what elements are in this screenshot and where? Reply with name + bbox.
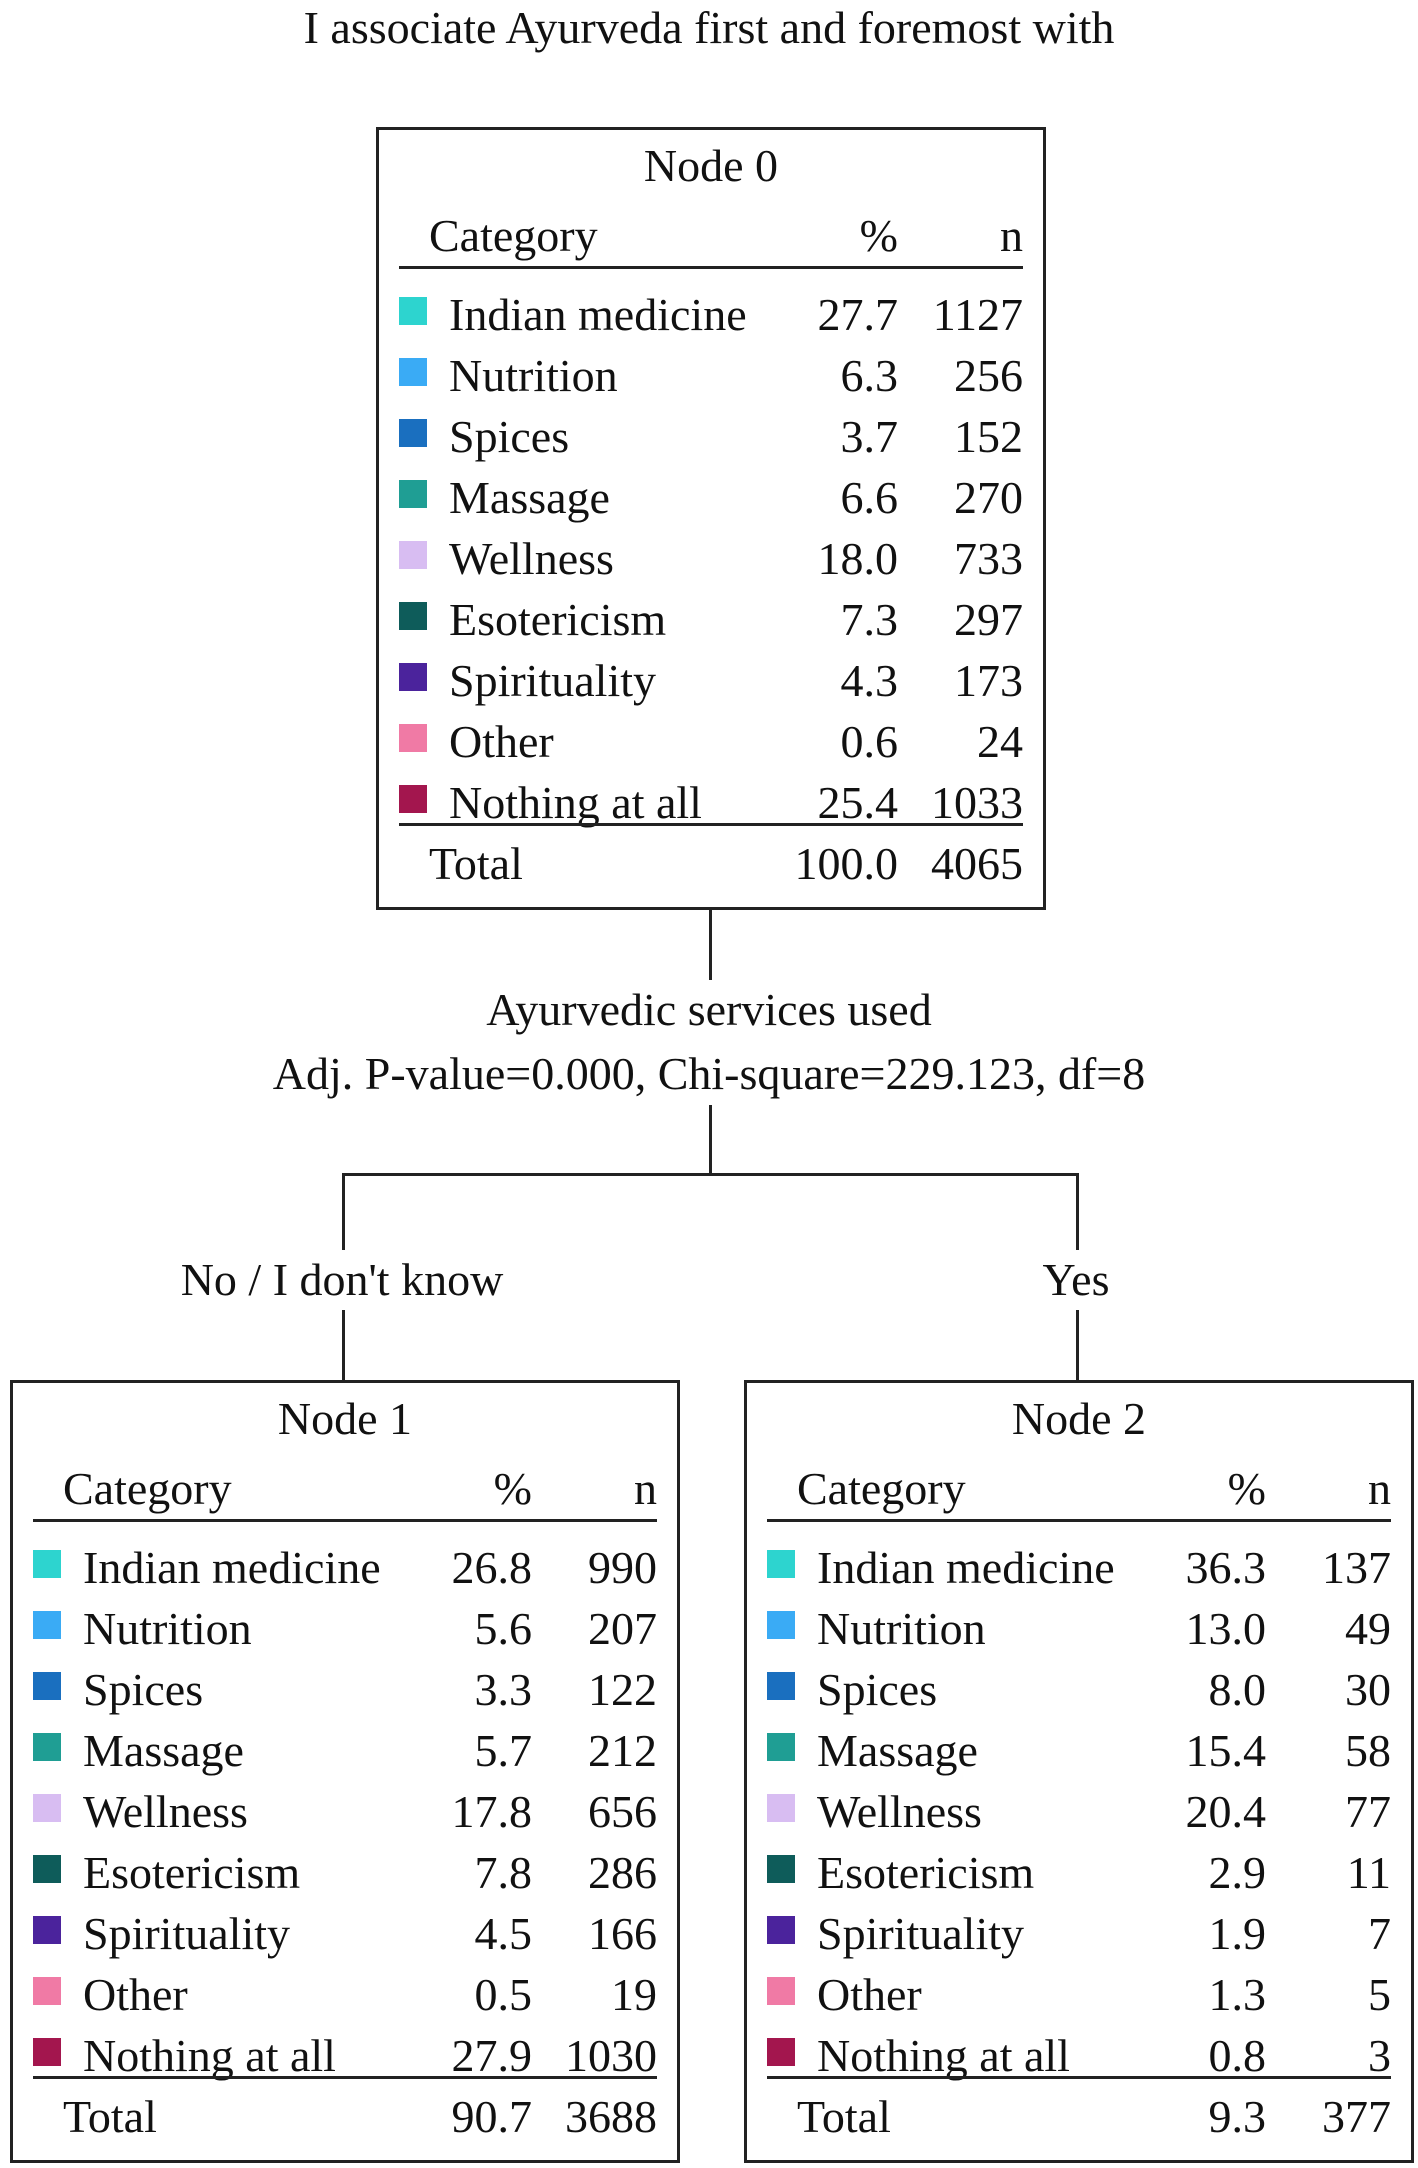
total-percent: 9.3 <box>1208 2091 1266 2142</box>
table-row <box>767 1538 1391 1599</box>
category-label: Indian medicine <box>817 1542 1115 1593</box>
category-n: 297 <box>954 594 1023 645</box>
table-row <box>33 1660 657 1721</box>
node-2-box <box>744 1380 1414 2163</box>
table-row <box>399 712 1023 773</box>
table-row <box>767 1843 1391 1904</box>
connector-split-bar <box>709 1105 712 1175</box>
branch-label-right: Yes <box>1016 1250 1136 1310</box>
category-label: Wellness <box>83 1786 248 1837</box>
branch-label-left: No / I don't know <box>142 1250 542 1310</box>
connector-horizontal <box>342 1173 1079 1176</box>
category-n: 212 <box>588 1725 657 1776</box>
header-percent: % <box>1227 1463 1266 1514</box>
category-n: 58 <box>1345 1725 1391 1776</box>
category-n: 733 <box>954 533 1023 584</box>
category-n: 286 <box>588 1847 657 1898</box>
category-n: 656 <box>588 1786 657 1837</box>
spices-swatch-icon <box>399 419 427 447</box>
total-row <box>33 2076 657 2149</box>
category-label: Esotericism <box>83 1847 301 1898</box>
category-label: Nutrition <box>817 1603 986 1654</box>
category-n: 1033 <box>931 777 1023 828</box>
category-label: Wellness <box>817 1786 982 1837</box>
category-n: 19 <box>611 1969 657 2020</box>
category-percent: 6.3 <box>840 350 898 401</box>
category-label: Spices <box>817 1664 938 1715</box>
massage-swatch-icon <box>33 1733 61 1761</box>
spirituality-swatch-icon <box>767 1916 795 1944</box>
category-percent: 20.4 <box>1185 1786 1266 1837</box>
massage-swatch-icon <box>767 1733 795 1761</box>
category-percent: 4.5 <box>474 1908 532 1959</box>
category-label: Other <box>817 1969 922 2020</box>
table-row <box>767 1721 1391 1782</box>
table-row <box>33 1843 657 1904</box>
nothing-at-all-swatch-icon <box>767 2038 795 2066</box>
category-n: 1127 <box>932 289 1023 340</box>
category-percent: 8.0 <box>1208 1664 1266 1715</box>
node-1-box <box>10 1380 680 2163</box>
category-percent: 0.5 <box>474 1969 532 2020</box>
other-swatch-icon <box>767 1977 795 2005</box>
category-percent: 27.9 <box>451 2030 532 2081</box>
nothing-at-all-swatch-icon <box>399 785 427 813</box>
category-percent: 0.6 <box>840 716 898 767</box>
node-0-box <box>376 127 1046 910</box>
category-percent: 6.6 <box>840 472 898 523</box>
other-swatch-icon <box>33 1977 61 2005</box>
indian-medicine-swatch-icon <box>33 1550 61 1578</box>
nutrition-swatch-icon <box>399 358 427 386</box>
category-percent: 7.8 <box>474 1847 532 1898</box>
spices-swatch-icon <box>33 1672 61 1700</box>
total-n: 3688 <box>565 2091 657 2142</box>
category-n: 990 <box>588 1542 657 1593</box>
category-label: Massage <box>449 472 610 523</box>
nothing-at-all-swatch-icon <box>33 2038 61 2066</box>
category-n: 173 <box>954 655 1023 706</box>
total-label: Total <box>429 838 523 889</box>
category-n: 7 <box>1368 1908 1391 1959</box>
table-row <box>767 1782 1391 1843</box>
massage-swatch-icon <box>399 480 427 508</box>
category-percent: 15.4 <box>1185 1725 1266 1776</box>
table-row <box>33 1904 657 1965</box>
wellness-swatch-icon <box>767 1794 795 1822</box>
wellness-swatch-icon <box>399 541 427 569</box>
header-category: Category <box>797 1463 966 1514</box>
table-row <box>399 590 1023 651</box>
node-title: Node 2 <box>1011 1393 1147 1444</box>
header-n: n <box>1000 210 1023 261</box>
category-label: Massage <box>83 1725 244 1776</box>
header-n: n <box>634 1463 657 1514</box>
category-label: Spirituality <box>817 1908 1024 1959</box>
header-n: n <box>1368 1463 1391 1514</box>
category-label: Spices <box>449 411 570 462</box>
header-percent: % <box>859 210 898 261</box>
indian-medicine-swatch-icon <box>767 1550 795 1578</box>
node-title: Node 1 <box>277 1393 413 1444</box>
table-row <box>399 346 1023 407</box>
category-percent: 1.3 <box>1208 1969 1266 2020</box>
table-rows <box>767 1538 1391 2087</box>
header-percent: % <box>493 1463 532 1514</box>
total-percent: 90.7 <box>451 2091 532 2142</box>
total-n: 4065 <box>931 838 1023 889</box>
total-percent: 100.0 <box>794 838 898 889</box>
category-percent: 0.8 <box>1208 2030 1266 2081</box>
split-stats: Adj. P-value=0.000, Chi-square=229.123, df=8 <box>272 1048 1146 1099</box>
category-label: Massage <box>817 1725 978 1776</box>
split-variable: Ayurvedic services used <box>486 984 932 1035</box>
category-label: Nothing at all <box>83 2030 336 2081</box>
category-label: Other <box>449 716 554 767</box>
nutrition-swatch-icon <box>767 1611 795 1639</box>
category-percent: 5.6 <box>474 1603 532 1654</box>
table-row <box>33 1599 657 1660</box>
category-percent: 7.3 <box>840 594 898 645</box>
node-title: Node 0 <box>643 140 779 191</box>
table-row <box>767 1660 1391 1721</box>
header-category: Category <box>63 1463 232 1514</box>
category-n: 11 <box>1346 1847 1391 1898</box>
other-swatch-icon <box>399 724 427 752</box>
category-percent: 4.3 <box>840 655 898 706</box>
nutrition-swatch-icon <box>33 1611 61 1639</box>
table-row <box>33 1965 657 2026</box>
category-percent: 36.3 <box>1185 1542 1266 1593</box>
table-rows <box>33 1538 657 2087</box>
category-n: 270 <box>954 472 1023 523</box>
category-label: Indian medicine <box>83 1542 381 1593</box>
table-row <box>399 529 1023 590</box>
connector-node0-split <box>709 910 712 980</box>
esotericism-swatch-icon <box>767 1855 795 1883</box>
category-label: Nothing at all <box>817 2030 1070 2081</box>
category-n: 77 <box>1345 1786 1391 1837</box>
table-row <box>33 1782 657 1843</box>
category-n: 24 <box>977 716 1023 767</box>
category-label: Spirituality <box>449 655 656 706</box>
table-header <box>33 1459 657 1522</box>
category-n: 166 <box>588 1908 657 1959</box>
table-header <box>767 1459 1391 1522</box>
category-label: Nutrition <box>449 350 618 401</box>
category-n: 3 <box>1368 2030 1391 2081</box>
spirituality-swatch-icon <box>399 663 427 691</box>
table-rows <box>399 285 1023 834</box>
total-row <box>767 2076 1391 2149</box>
diagram-title: I associate Ayurveda first and foremost with <box>303 2 1115 53</box>
category-label: Wellness <box>449 533 614 584</box>
table-row <box>399 651 1023 712</box>
header-category: Category <box>429 210 598 261</box>
category-n: 30 <box>1345 1664 1391 1715</box>
table-row <box>767 1904 1391 1965</box>
category-n: 49 <box>1345 1603 1391 1654</box>
category-label: Spirituality <box>83 1908 290 1959</box>
table-row <box>399 468 1023 529</box>
category-label: Nothing at all <box>449 777 702 828</box>
table-row <box>767 1599 1391 1660</box>
category-label: Indian medicine <box>449 289 747 340</box>
category-label: Other <box>83 1969 188 2020</box>
esotericism-swatch-icon <box>33 1855 61 1883</box>
category-percent: 18.0 <box>817 533 898 584</box>
category-n: 1030 <box>565 2030 657 2081</box>
category-label: Esotericism <box>449 594 667 645</box>
total-label: Total <box>797 2091 891 2142</box>
category-label: Esotericism <box>817 1847 1035 1898</box>
category-n: 152 <box>954 411 1023 462</box>
category-percent: 13.0 <box>1185 1603 1266 1654</box>
category-percent: 25.4 <box>817 777 898 828</box>
category-label: Spices <box>83 1664 204 1715</box>
table-row <box>399 407 1023 468</box>
category-percent: 2.9 <box>1208 1847 1266 1898</box>
category-percent: 1.9 <box>1208 1908 1266 1959</box>
category-n: 256 <box>954 350 1023 401</box>
category-percent: 5.7 <box>474 1725 532 1776</box>
category-percent: 26.8 <box>451 1542 532 1593</box>
total-label: Total <box>63 2091 157 2142</box>
spices-swatch-icon <box>767 1672 795 1700</box>
category-n: 207 <box>588 1603 657 1654</box>
category-n: 137 <box>1322 1542 1391 1593</box>
category-n: 5 <box>1368 1969 1391 2020</box>
table-row <box>767 1965 1391 2026</box>
total-row <box>399 823 1023 896</box>
wellness-swatch-icon <box>33 1794 61 1822</box>
indian-medicine-swatch-icon <box>399 297 427 325</box>
spirituality-swatch-icon <box>33 1916 61 1944</box>
table-row <box>33 1538 657 1599</box>
total-n: 377 <box>1322 2091 1391 2142</box>
category-percent: 3.7 <box>840 411 898 462</box>
category-n: 122 <box>588 1664 657 1715</box>
table-row <box>399 285 1023 346</box>
table-row <box>33 1721 657 1782</box>
category-percent: 27.7 <box>817 289 898 340</box>
category-label: Nutrition <box>83 1603 252 1654</box>
category-percent: 17.8 <box>451 1786 532 1837</box>
category-percent: 3.3 <box>474 1664 532 1715</box>
table-header <box>399 206 1023 269</box>
esotericism-swatch-icon <box>399 602 427 630</box>
